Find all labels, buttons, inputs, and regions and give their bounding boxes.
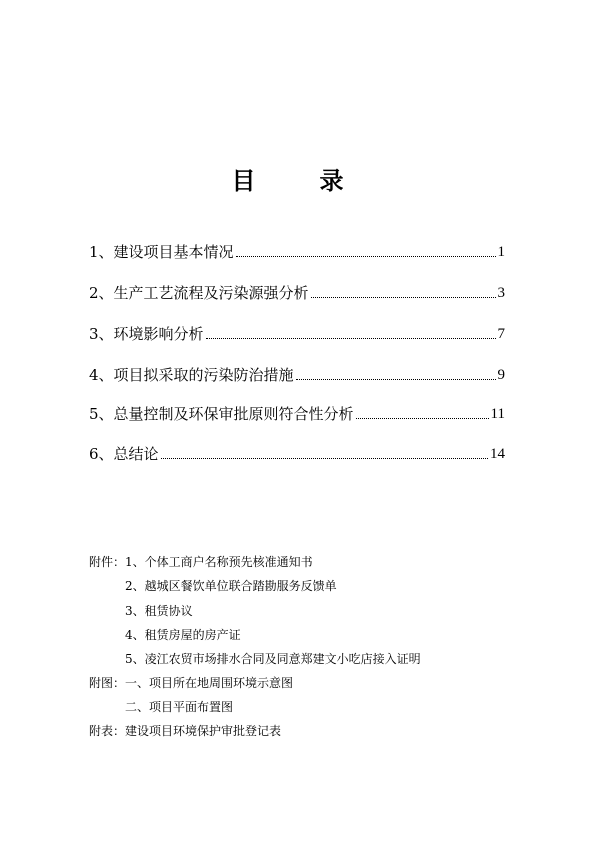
table-line [89, 723, 281, 739]
figure-item: 二、项目平面布置图 [125, 700, 234, 714]
attachment-prefix: 附件： [89, 555, 126, 569]
toc-entry[interactable] [89, 444, 505, 464]
figure-item: 一、项目所在地周围环境示意图 [125, 676, 294, 690]
toc-leader-dots [161, 458, 488, 459]
attachment-line [125, 651, 421, 667]
table-item: 建设项目环境保护审批登记表 [125, 724, 282, 738]
toc-page-number: 1 [497, 244, 505, 260]
toc-entry[interactable] [89, 365, 505, 385]
toc-entry[interactable] [89, 404, 505, 424]
toc-entry-label: 3、环境影响分析 [89, 325, 204, 343]
toc-page-number: 3 [497, 285, 505, 301]
attachment-item: 4、租赁房屋的房产证 [125, 628, 241, 642]
attachment-line [89, 554, 313, 570]
attachment-item: 1、个体工商户名称预先核准通知书 [125, 555, 313, 569]
attachment-line [125, 603, 193, 619]
toc-leader-dots [311, 297, 496, 298]
toc-entry[interactable] [89, 242, 505, 262]
toc-entry[interactable] [89, 324, 505, 344]
toc-leader-dots [296, 379, 496, 380]
attachment-line [125, 627, 241, 643]
attachment-item: 2、越城区餐饮单位联合踏勘服务反馈单 [125, 579, 337, 593]
figure-line [89, 675, 293, 691]
toc-entry[interactable] [89, 283, 505, 303]
toc-entry-label: 4、项目拟采取的污染防治措施 [89, 366, 294, 384]
toc-page-number: 9 [497, 367, 505, 383]
toc-entry-label: 1、建设项目基本情况 [89, 243, 234, 261]
table-prefix: 附表： [89, 724, 126, 738]
toc-page-number: 11 [490, 406, 505, 422]
attachment-item: 5、凌江农贸市场排水合同及同意郑建文小吃店接入证明 [125, 652, 421, 666]
page-title: 目 录 [231, 166, 364, 195]
attachment-item: 3、租赁协议 [125, 604, 193, 618]
figure-line [125, 699, 233, 715]
toc-leader-dots [356, 418, 489, 419]
toc-entry-label: 5、总量控制及环保审批原则符合性分析 [89, 405, 354, 423]
toc-page-number: 14 [490, 446, 505, 462]
attachment-line [125, 578, 337, 594]
toc-leader-dots [206, 338, 496, 339]
toc-entry-label: 6、总结论 [89, 445, 159, 463]
toc-leader-dots [236, 256, 496, 257]
figure-prefix: 附图： [89, 676, 126, 690]
toc-page-number: 7 [497, 326, 505, 342]
toc-entry-label: 2、生产工艺流程及污染源强分析 [89, 284, 309, 302]
